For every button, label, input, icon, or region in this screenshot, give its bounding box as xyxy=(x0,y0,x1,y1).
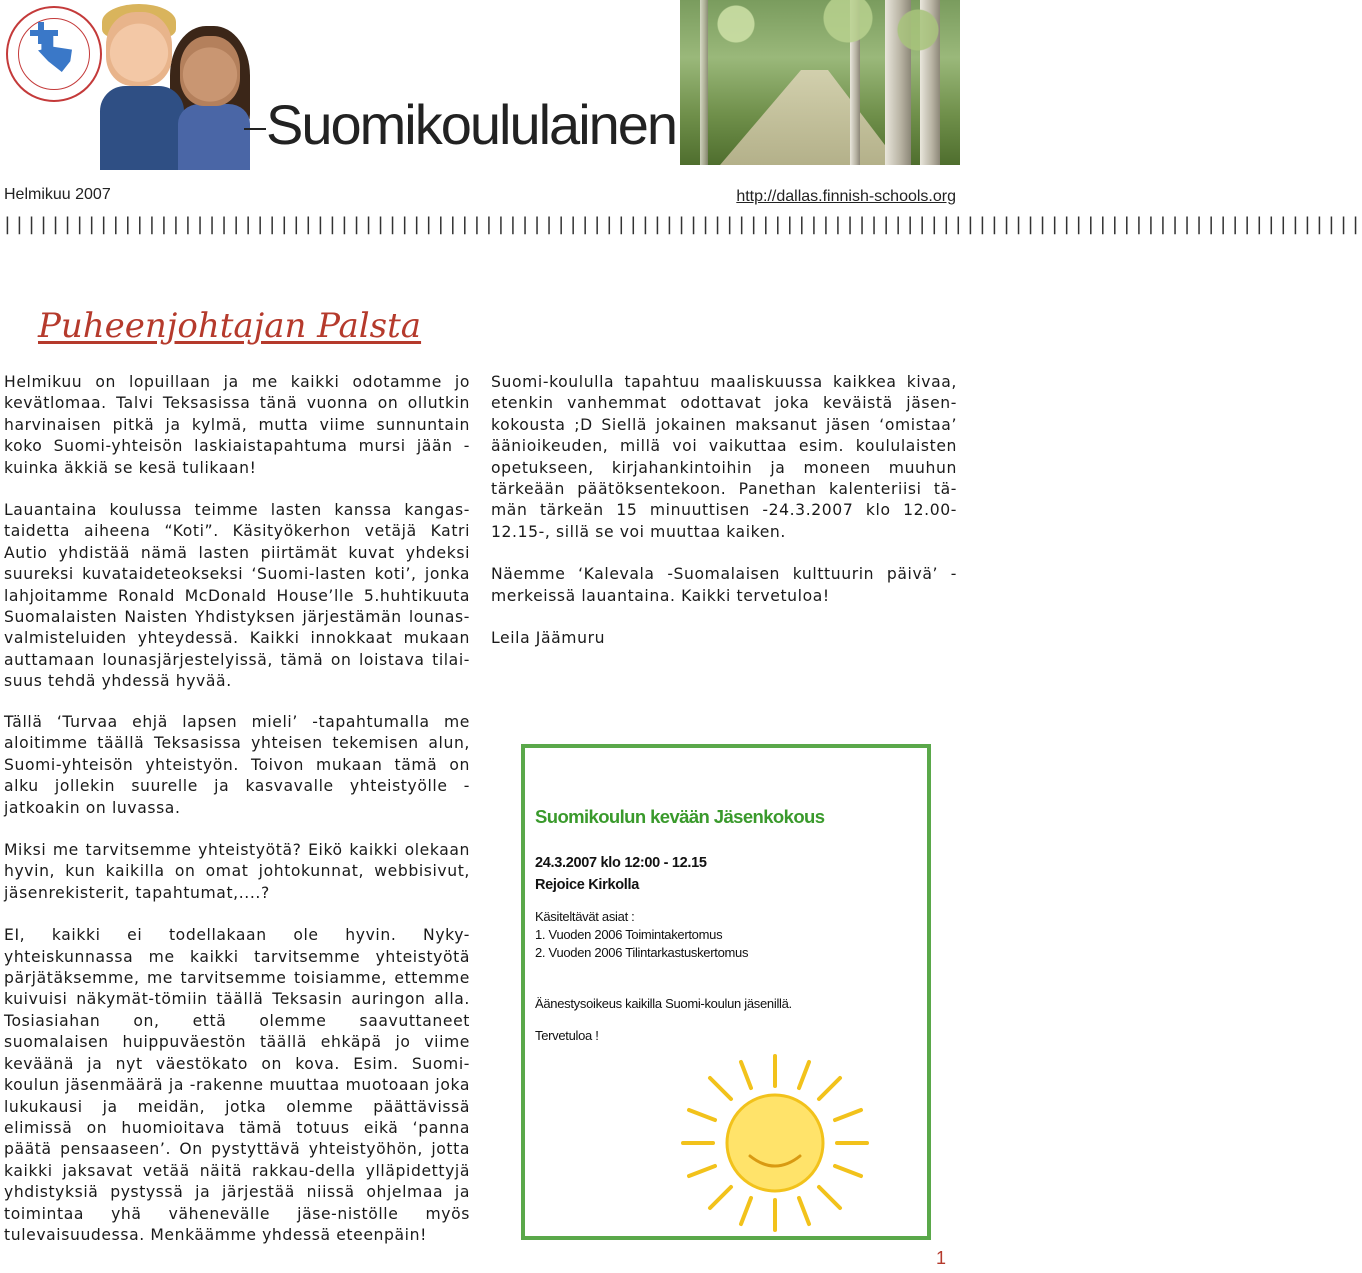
paragraph: Tällä ‘Turvaa ehjä lapsen mieli’ -tapahtumalla me aloitimme täällä Teksasissa yhteisen tekemisen alun, Suomi-yhteisön yhteistyön. Toivon mukaan tämä on alku jollekin suurelle ja kasvavalle yhteistyölle - jatkoakin on luvassa. xyxy=(4,713,470,817)
issue-date: Helmikuu 2007 xyxy=(4,186,111,203)
page-number: 1 xyxy=(935,1248,946,1268)
article-column-right xyxy=(491,372,957,670)
article-column-left xyxy=(4,372,470,714)
sun-icon xyxy=(675,1048,875,1238)
poster-date-time: 24.3.2007 klo 12:00 - 12.15 xyxy=(535,855,707,871)
newsletter-title: Suomikoululainen xyxy=(266,93,677,156)
agenda-item: 2. Vuoden 2006 Tilintarkastuskertomus xyxy=(535,945,749,960)
website-link[interactable]: http://dallas.finnish-schools.org xyxy=(736,188,956,205)
meeting-invitation-poster xyxy=(521,744,931,1240)
agenda-item: 1. Vuoden 2006 Toimintakertomus xyxy=(535,927,723,942)
header xyxy=(0,0,960,170)
poster-location: Rejoice Kirkolla xyxy=(535,877,639,893)
article-column-left-continued xyxy=(4,712,470,1267)
paragraph: EI, kaikki ei todellakaan ole hyvin. Nyky-yhteiskunnassa me kaikki tarvitsemme yhteistyötä pärjätäksemme, me tarvitsemme toisiamme, ettemme kuivuisi näkymät-tömiin täällä Teksasin auringon alla. Tosiasiahan on, että olemme saavuttaneet suomalaisen huippuväestön täällä ehkäpä jo viime keväänä ja nyt väestökato on kova. Esim. Suomi-koulun jäsenmäärä ja -rakenne muuttaa muotoaan joka lukukausi ja meidän, jotka olemme päättävissä elimissä on huomioitava tämä totuus eikä ‘panna päätä pensaaseen’. On pystyttävä yhteistyöhön, jotta kaikki jaksavat vetää näitä rakkau-della ylläpidettyjä yhdistyksiä pystyssä ja järjestää niissä ohjelmaa ja toimintaa yhä vähenevälle jäse-nistölle myös tulevaisuudessa. Menkäämme yhdessä eteenpäin! xyxy=(4,926,470,1244)
agenda-heading: Käsiteltävät asiat : xyxy=(535,909,635,924)
children-photo xyxy=(100,0,250,170)
poster-title: Suomikoulun kevään Jäsenkokous xyxy=(535,806,825,827)
section-title: Puheenjohtajan Palsta xyxy=(38,306,422,346)
paragraph: Helmikuu on lopuillaan ja me kaikki odotamme jo kevätlomaa. Talvi Teksasissa tänä vuonna on ollutkin harvinaisen pitkä ja kylmä, mutta viime sunnuntain koko Suomi-yhteisön laskiaistapahtuma mursi jään - kuinka äkkiä se kesä tulikaan! xyxy=(4,373,470,477)
author-signature: Leila Jäämuru xyxy=(491,629,606,648)
forest-path-photo xyxy=(680,0,960,165)
paragraph: Näemme ‘Kalevala -Suomalaisen kulttuurin päivä’ -merkeissä lauantaina. Kaikki tervetuloa! xyxy=(491,565,957,605)
paragraph: Miksi me tarvitsemme yhteistyötä? Eikö kaikki olekaan hyvin, kun kaikilla on omat johtokunnat, webbisivut, jäsenrekisterit, tapahtumat,....? xyxy=(4,841,470,902)
divider-bars: ||||||||||||||||||||||||||||||||||||||||||||||||||||||||||||||||||||||||||||||||||||||||||||||||||||||||||||||||| xyxy=(2,214,1362,235)
paragraph: Lauantaina koulussa teimme lasten kanssa kangas-taidetta aiheena “Koti”. Käsityökerhon vetäjä Katri Autio yhdistää nämä lasten piirtämät kuvat yhdeksi suureksi kuvataideteokseksi ‘Suomi-lasten koti’, jonka lahjoitamme Ronald McDonald House’lle 5.huhtikuuta Suomalaisten Naisten Yhdistyksen järjestämän lounas-valmisteluiden yhteydessä. Kaikki innokkaat mukaan auttamaan lounasjärjestelyissä, tämä on loistava tilai-suus tehdä yhdessä hyvää. xyxy=(4,501,470,691)
poster-vote-note: Äänestysoikeus kaikilla Suomi-koulun jäsenillä. xyxy=(535,996,792,1011)
school-logo-icon xyxy=(6,6,102,102)
poster-welcome: Tervetuloa ! xyxy=(535,1028,599,1043)
paragraph: Suomi-koululla tapahtuu maaliskuussa kaikkea kivaa, etenkin vanhemmat odottavat joka keväistä jäsen-kokousta ;D Siellä jokainen maksanut jäsen ‘omistaa’ äänioikeuden, millä voi vaikuttaa esim. koululaisten opetukseen, kirjahankintoihin ja moneen muuhun tärkeään päätöksentekoon. Panethan kalenteriisi tä-män tärkeän 15 minuuttisen -24.3.2007 klo 12.00-12.15-, sillä se voi muuttaa kaiken. xyxy=(491,373,957,541)
poster-when xyxy=(535,852,707,896)
poster-agenda xyxy=(535,908,748,962)
